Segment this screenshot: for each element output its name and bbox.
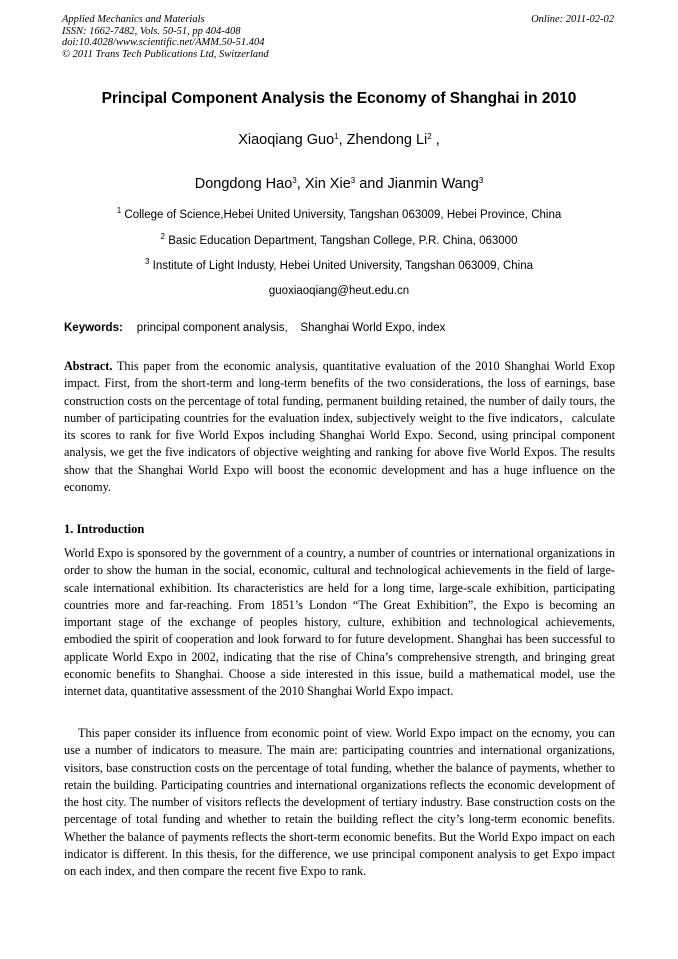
keywords-label: Keywords: xyxy=(64,322,123,334)
author-line-2: Dongdong Hao$^3$, Xin Xie$^3$ and Jianmin Wang$^3$ xyxy=(194,176,484,192)
issn-line: ISSN: 1662-7482, Vols. 50-51, pp 404-408 xyxy=(62,25,241,37)
author-name: Jianmin Wang xyxy=(387,176,479,192)
author-line-1: Xiaoqiang Guo$^1$, Zhendong Li$^2$ , xyxy=(238,132,440,148)
affiliation-mark: 2 xyxy=(427,132,432,141)
abstract-text: This paper from the economic analysis, quantitative evaluation of the 2010 Shanghai World Exop impact. First, from the short-term and long-term benefits of the two considerations, the loss of earnings, base construction costs on the percentage of total funding, permanent building retained, the number of daily tours, the number of participating countries for the evaluation index, subjectively weight to the five indicators，calculate its scores to rank for five World Expos including Shanghai World Expo. Second, using principal component analysis, we get the five indicators of objective weighting and ranking for above five World Expos. The results show that the Shanghai World Expo will boost the economic development and has a huge influence on the economy. xyxy=(64,359,615,495)
abstract xyxy=(64,358,615,496)
paragraph-2: This paper consider its influence from economic point of view. World Expo impact on the ecnomy, you can use a number of indicators to measure. The main are: participating countries and international organizations, visitors, base construction costs on the percentage of total funding, whether the balance of payments, whether to retain the building. Participating countries and international organizations reflects the economic development of the host city. The number of visitors reflects the development of tertiary industry. Base construction costs on the percentage of total funding and whether to retain the building reflect the city’s long-term economic benefits. Whether the balance of payments reflects the short-term economic benefits. But the World Expo impact on each indicator is different. In this thesis, for the difference, we use principal component analysis to get Expo impact on each index, and then compare the recent five Expo to rank. xyxy=(64,726,615,879)
keywords-text: principal component analysis, Shanghai World Expo, index xyxy=(136,322,446,334)
paragraph-1: World Expo is sponsored by the government of a country, a number of countries or international organizations in order to show the human in the social, economic, cultural and technological achievements in the field of large-scale international exhibition. Its characteristics are held for a long time, large-scale exhibition, participating countries more and far-reaching. From 1851’s London “The Great Exhibition”, the Expo is becoming an important stage of the exchange of peoples history, culture, exhibition and technological achievements, embodied the spirit of cooperation and look forward to for future development. Shanghai has been successful to applicate World Expo in 2002, indicating that the rise of China’s comprehensive strength, and bringing great economic benefits to Shanghai. Choose a side interested in this issue, build a mathematical model, use the internet data, quantitative assessment of the 2010 Shanghai World Expo impact. xyxy=(64,546,615,699)
running-header xyxy=(62,14,614,60)
author-name: Zhendong Li xyxy=(346,132,428,148)
affiliation-mark: 1 xyxy=(334,132,339,141)
online-date: Online: 2011-02-02 xyxy=(531,14,614,25)
affiliation-1: $^1$ College of Science,Hebei United University, Tangshan 063009, Hebei Province, China xyxy=(116,206,562,221)
abstract-label: Abstract. xyxy=(64,359,113,373)
affiliation-3: $^3$ Institute of Light Industy, Hebei United University, Tangshan 063009, China xyxy=(144,257,534,272)
affiliation-mark: 3 xyxy=(350,176,356,185)
affiliation-mark: 3 xyxy=(292,176,297,185)
affiliation-mark: 3 xyxy=(478,176,484,185)
journal-name: Applied Mechanics and Materials xyxy=(62,14,205,25)
section-heading: 1. Introduction xyxy=(64,522,145,536)
author-email: guoxiaoqiang@heut.edu.cn xyxy=(268,285,410,297)
author-name: Dongdong Hao xyxy=(194,176,293,192)
affiliation-2: $^2$ Basic Education Department, Tangshan College, P.R. China, 063000 xyxy=(160,232,518,247)
doi-line: doi:10.4028/www.scientific.net/AMM.50-51.404 xyxy=(62,37,265,48)
author-name: Xin Xie xyxy=(304,176,351,192)
keywords xyxy=(64,322,445,334)
copyright-line: © 2011 Trans Tech Publications Ltd, Switzerland xyxy=(62,48,269,60)
paper-title: Principal Component Analysis the Economy of Shanghai in 2010 xyxy=(101,90,577,107)
author-name: Xiaoqiang Guo xyxy=(238,132,335,148)
